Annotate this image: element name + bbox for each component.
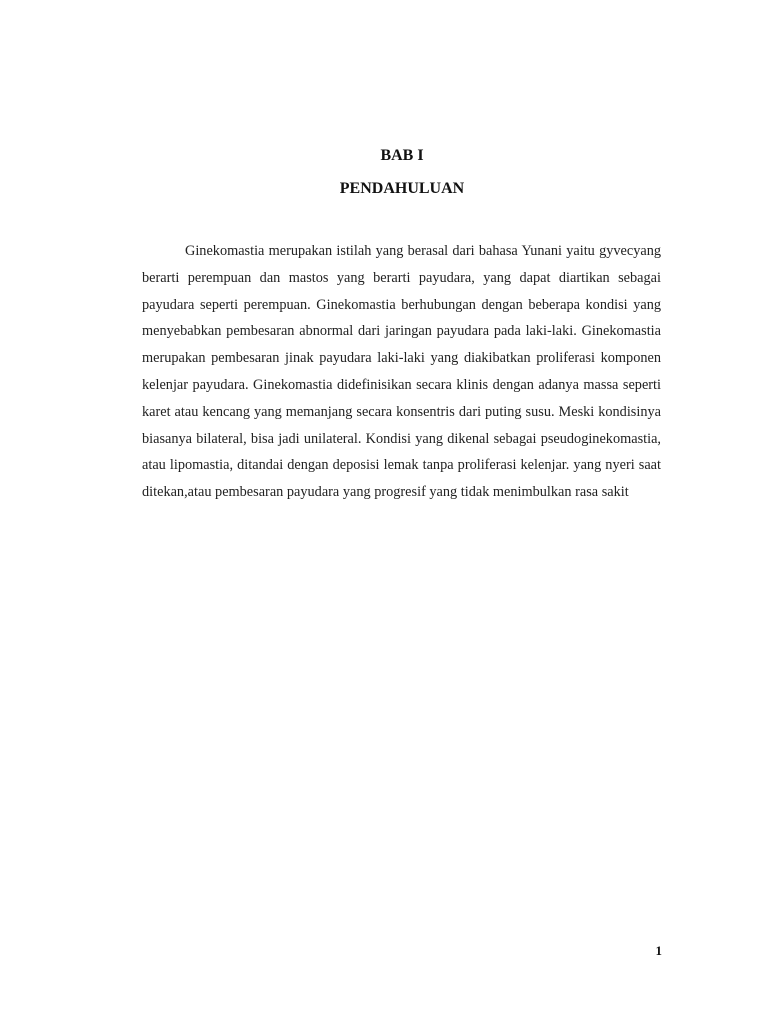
page-number: 1 [655, 943, 662, 958]
chapter-title: PENDAHULUAN [339, 180, 465, 197]
chapter-number: BAB I [380, 147, 424, 164]
body-paragraph: Ginekomastia merupakan istilah yang berasal dari bahasa Yunani yaitu gyvecyang berarti perempuan dan mastos yang berarti payudara, yang dapat diartikan sebagai payudara seperti perempuan. Ginekomastia berhubungan dengan beberapa kondisi yang menyebabkan pembesaran abnormal dari jaringan payudara pada laki-laki. Ginekomastia merupakan pembesaran jinak payudara laki-laki yang diakibatkan proliferasi komponen kelenjar payudara. Ginekomastia didefinisikan secara klinis dengan adanya massa seperti karet atau kencang yang memanjang secara konsentris dari puting susu. Meski kondisinya biasanya bilateral, bisa jadi unilateral. Kondisi yang dikenal sebagai pseudoginekomastia, atau lipomastia, ditandai dengan deposisi lemak tanpa proliferasi kelenjar. yang nyeri saat ditekan,atau pembesaran payudara yang progresif yang tidak menimbulkan rasa sakit [142, 243, 661, 501]
